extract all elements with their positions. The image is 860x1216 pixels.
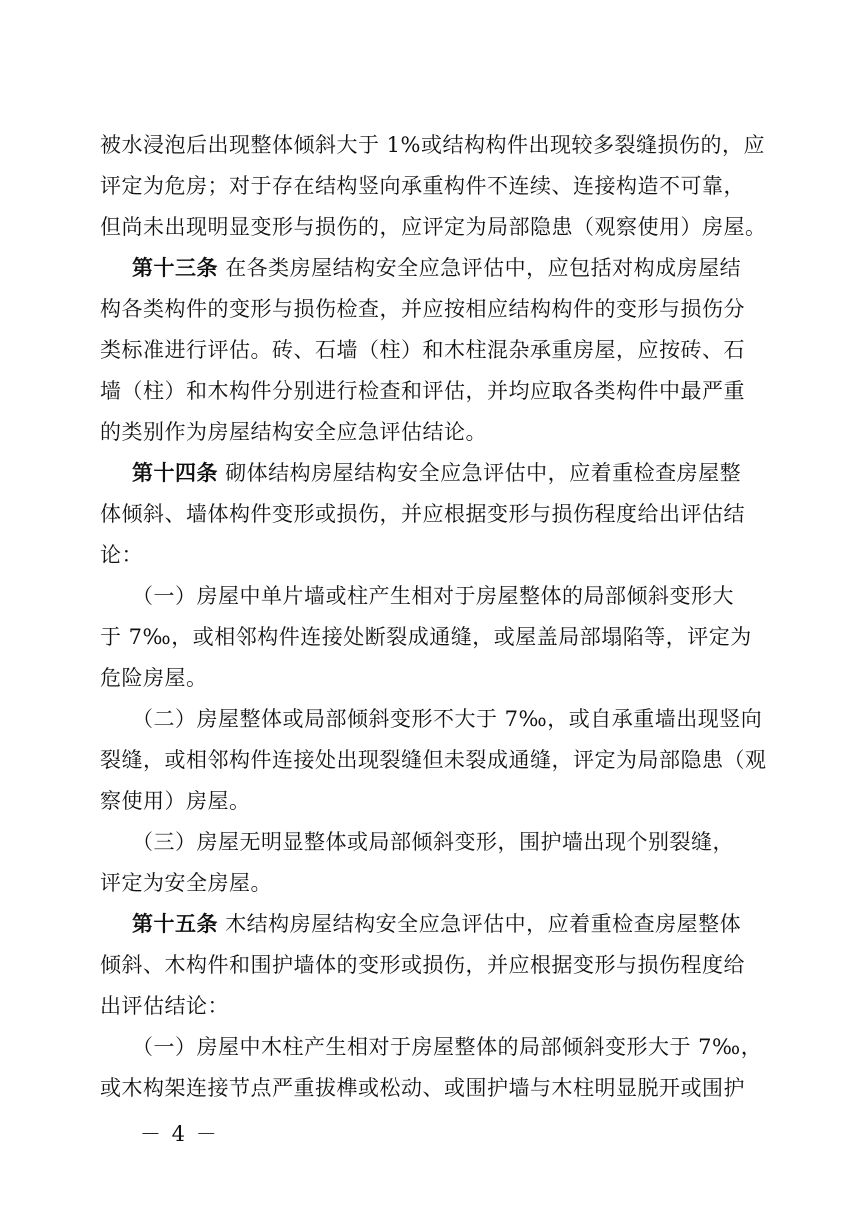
text-line: 但尚未出现明显变形与损伤的，应评定为局部隐患（观察使用）房屋。 — [100, 215, 767, 239]
text-line: 危险房屋。 — [100, 666, 208, 690]
article-15-heading: 第十五条 — [132, 912, 218, 936]
text-line: 墙（柱）和木构件分别进行检查和评估，并均应取各类构件中最严重 — [100, 379, 745, 403]
text-line: 或木构架连接节点严重拔榫或松动、或围护墙与木柱明显脱开或围护 — [100, 1076, 745, 1100]
text-line: 的类别作为房屋结构安全应急评估结论。 — [100, 420, 487, 444]
text-line: 于 7‰，或相邻构件连接处断裂成通缝，或屋盖局部塌陷等，评定为 — [100, 625, 752, 649]
article-13-heading: 第十三条 — [132, 256, 218, 280]
article-14-paragraph — [132, 458, 790, 488]
text-line: 评定为危房；对于存在结构竖向承重构件不连续、连接构造不可靠， — [100, 174, 745, 198]
text-line: 察使用）房屋。 — [100, 789, 251, 813]
text-line: 被水浸泡后出现整体倾斜大于 1%或结构构件出现较多裂缝损伤的，应 — [100, 133, 765, 157]
article-15-paragraph — [132, 909, 790, 939]
text-line: 体倾斜、墙体构件变形或损伤，并应根据变形与损伤程度给出评估结 — [100, 502, 745, 526]
text-line: 构各类构件的变形与损伤检查，并应按相应结构构件的变形与损伤分 — [100, 297, 745, 321]
page-number: － 4 － — [140, 1122, 219, 1146]
text-line: （一）房屋中木柱产生相对于房屋整体的局部倾斜变形大于 7‰， — [132, 1035, 763, 1059]
text-line: 在各类房屋结构安全应急评估中，应包括对构成房屋结 — [225, 256, 742, 280]
article-14-heading: 第十四条 — [132, 461, 218, 485]
text-line: 木结构房屋结构安全应急评估中，应着重检查房屋整体 — [225, 912, 742, 936]
text-line: （一）房屋中单片墙或柱产生相对于房屋整体的局部倾斜变形大 — [132, 584, 734, 608]
text-line: 砌体结构房屋结构安全应急评估中，应着重检查房屋整 — [225, 461, 742, 485]
text-line: 出评估结论： — [100, 994, 229, 1018]
text-line: （二）房屋整体或局部倾斜变形不大于 7‰，或自承重墙出现竖向 — [132, 707, 763, 731]
text-line: 倾斜、木构件和围护墙体的变形或损伤，并应根据变形与损伤程度给 — [100, 953, 745, 977]
text-line: 类标准进行评估。砖、石墙（柱）和木柱混杂承重房屋，应按砖、石 — [100, 338, 745, 362]
text-line: 论： — [100, 543, 143, 567]
article-13-paragraph — [132, 253, 790, 283]
text-line: 评定为安全房屋。 — [100, 871, 272, 895]
text-line: 裂缝，或相邻构件连接处出现裂缝但未裂成通缝，评定为局部隐患（观 — [100, 748, 767, 772]
text-line: （三）房屋无明显整体或局部倾斜变形，围护墙出现个别裂缝， — [132, 830, 734, 854]
